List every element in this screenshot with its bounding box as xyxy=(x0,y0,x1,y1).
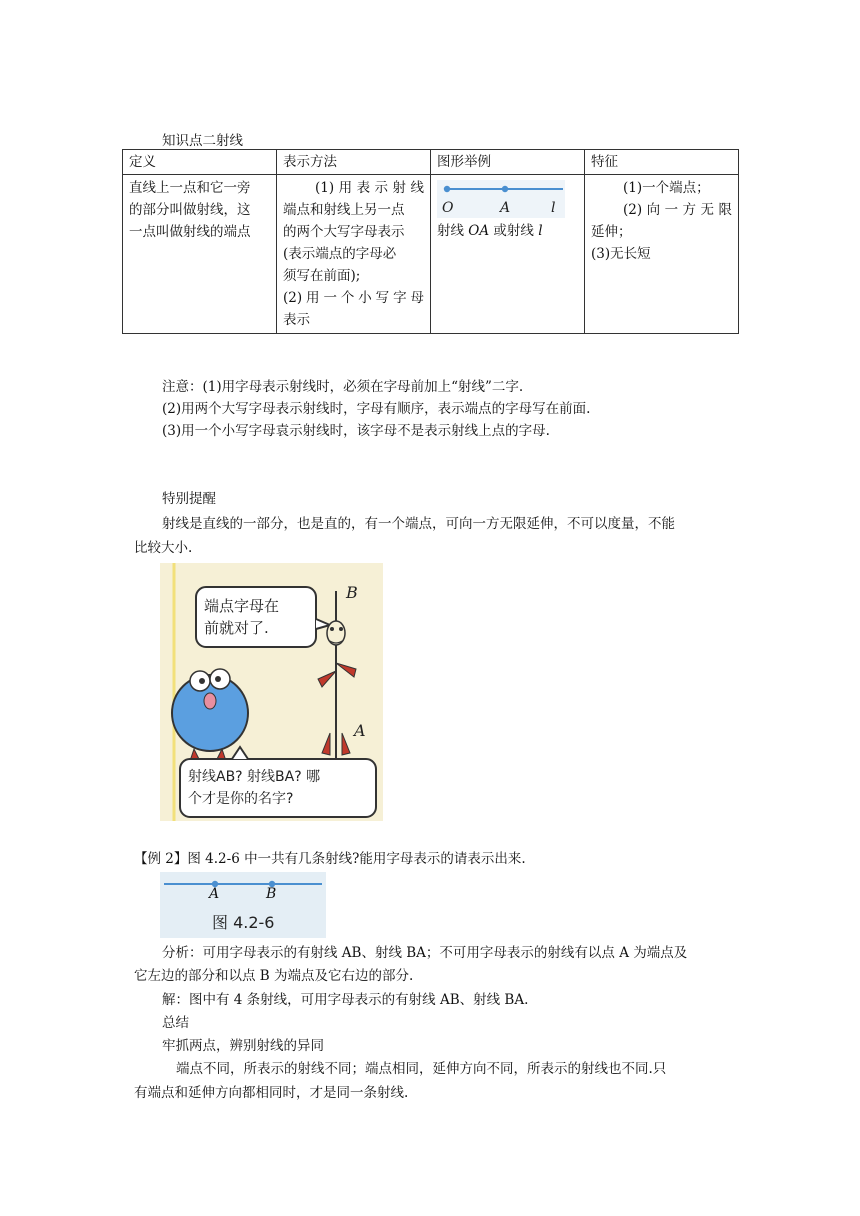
reminder-text: 射线是直线的一部分，也是直的，有一个端点，可向一方无限延伸，不可以度量，不能 xyxy=(162,516,675,532)
example-question: 【例 2】图 4.2-6 中一共有几条射线?能用字母表示的请表示出来. xyxy=(134,851,526,867)
caption-text: 射线 xyxy=(437,223,469,239)
method-line: (1)用表示射线 xyxy=(315,180,424,196)
label-o: O xyxy=(442,200,454,216)
caption-text: 或射线 xyxy=(489,223,539,239)
definition-line: 直线上一点和它一旁 xyxy=(129,180,251,196)
feature-line: (3)无长短 xyxy=(591,246,651,262)
caption-oa: OA xyxy=(468,223,490,239)
table-row xyxy=(123,175,739,334)
label-l: l xyxy=(551,200,556,216)
ray-arm-right xyxy=(336,663,356,677)
table-header-row xyxy=(123,150,739,175)
summary-subtitle: 牢抓两点，辨别射线的异同 xyxy=(162,1038,324,1054)
method-line: (2)用一个小写字母 xyxy=(283,290,424,306)
features-cell xyxy=(585,175,739,334)
feature-line: 延伸； xyxy=(591,224,632,240)
label-a: A xyxy=(500,200,511,216)
method-line: 表示 xyxy=(283,312,310,328)
ray-example-figure xyxy=(437,180,565,218)
cartoon-illustration xyxy=(160,563,383,821)
method-line: 的两个大写字母表示 xyxy=(283,224,405,240)
ball-character xyxy=(172,675,248,751)
section-title: 知识点二射线 xyxy=(162,133,243,149)
reminder-text: 比较大小. xyxy=(134,540,193,556)
bubble-1-line: 端点字母在 xyxy=(204,597,280,615)
note-line: 注意：(1)用字母表示射线时，必须在字母前加上“射线”二字. xyxy=(162,379,524,395)
bubble-2-line: 个才是你的名字? xyxy=(188,791,294,807)
bubble-2-tail xyxy=(232,747,248,759)
header-features: 特征 xyxy=(585,150,739,175)
cartoon-label-a: A xyxy=(354,721,366,740)
feature-line: (1)一个端点； xyxy=(623,180,710,196)
note-line: (2)用两个大写字母表示射线时，字母有顺序，表示端点的字母写在前面. xyxy=(162,401,591,417)
example-cell xyxy=(431,175,585,334)
analysis-line: 它左边的部分和以点 B 为端点及它右边的部分. xyxy=(134,968,414,984)
method-line: 端点和射线上另一点 xyxy=(283,202,405,218)
header-definition: 定义 xyxy=(123,150,277,175)
cartoon-label-b: B xyxy=(346,583,358,602)
summary-text: 端点不同，所表示的射线不同；端点相同，延伸方向不同，所表示的射线也不同.只 xyxy=(176,1061,667,1077)
bubble-2-line: 射线AB? 射线BA? 哪 xyxy=(188,769,321,785)
method-line: 须写在前面); xyxy=(283,268,361,284)
method-cell xyxy=(277,175,431,334)
bubble-1-line: 前就对了. xyxy=(204,619,269,637)
ray-arm-left xyxy=(318,671,336,687)
solution-line: 解：图中有 4 条射线，可用字母表示的有射线 AB、射线 BA. xyxy=(162,992,529,1008)
summary-title: 总结 xyxy=(162,1015,189,1031)
figure-4-2-6 xyxy=(160,872,326,938)
ray-leg-left xyxy=(322,733,330,755)
definition-line: 的部分叫做射线，这 xyxy=(129,202,251,218)
figure-caption: 图 4.2-6 xyxy=(212,913,275,932)
figure-label-b: B xyxy=(266,886,277,902)
caption-l: l xyxy=(538,223,543,239)
endpoint-o-dot xyxy=(444,186,450,192)
feature-line: (2)向一方无限 xyxy=(623,202,732,218)
example-caption xyxy=(437,220,578,242)
analysis-line: 分析：可用字母表示的有射线 AB、射线 BA；不可用字母表示的射线有以点 A 为端点及 xyxy=(162,945,688,961)
figure-label-a: A xyxy=(209,886,220,902)
knowledge-table xyxy=(122,149,739,334)
definition-line: 一点叫做射线的端点 xyxy=(129,224,251,240)
summary-text: 有端点和延伸方向都相同时，才是同一条射线. xyxy=(134,1085,409,1101)
method-line: (表示端点的字母必 xyxy=(283,246,397,262)
reminder-title: 特别提醒 xyxy=(162,491,216,507)
header-example: 图形举例 xyxy=(431,150,585,175)
header-method: 表示方法 xyxy=(277,150,431,175)
ray-face xyxy=(327,621,345,645)
definition-cell xyxy=(123,175,277,334)
point-a-dot xyxy=(502,186,508,192)
note-line: (3)用一个小写字母袁示射线时，该字母不是表示射线上点的字母. xyxy=(162,423,550,439)
ray-leg-right xyxy=(342,733,350,755)
